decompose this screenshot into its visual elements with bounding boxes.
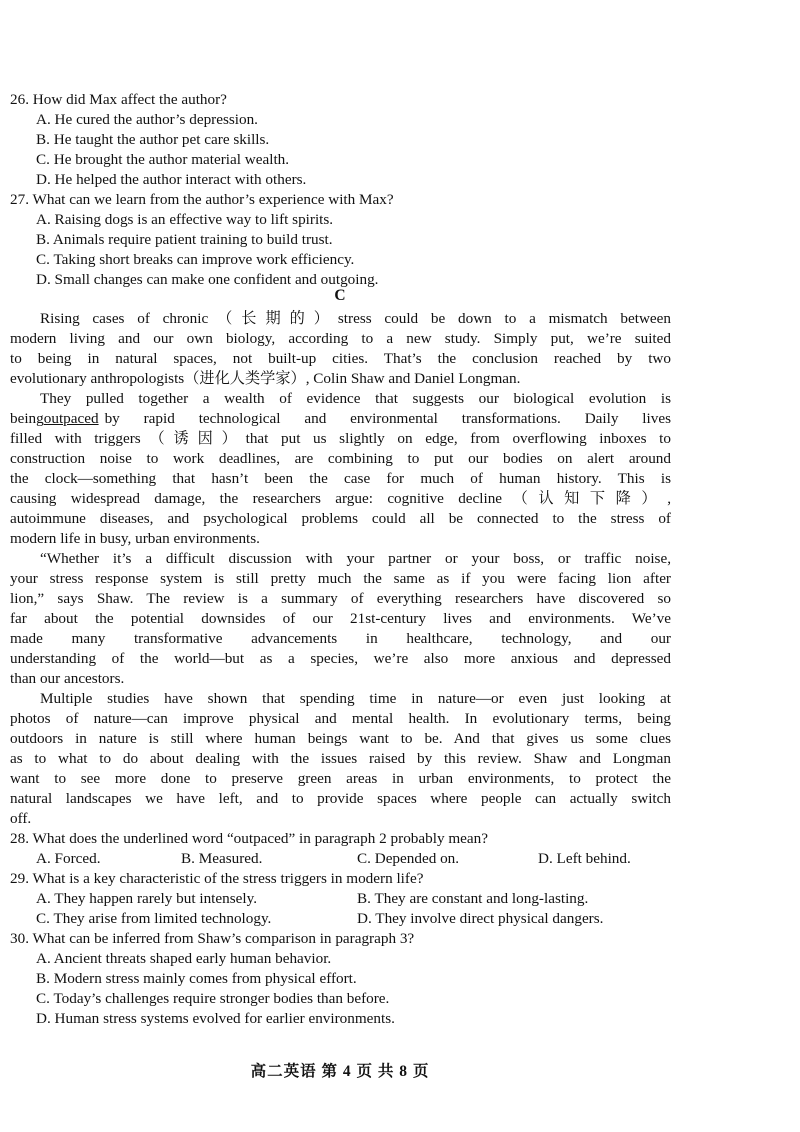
question-26-option-d[interactable]: D. He helped the author interact with others. [36, 171, 307, 188]
passage-p1-line-4: evolutionary anthropologists（进化人类学家）, Colin Shaw and Daniel Longman. [10, 370, 521, 387]
passage-p3-line-3: lion,” says Shaw. The review is a summary of everything researchers have discovered so [10, 590, 671, 607]
passage-p2-line-7: autoimmune diseases, and psychological problems could all be connected to the stress of [10, 510, 671, 527]
passage-p4-line-1: Multiple studies have shown that spending time in nature—or even just looking at [40, 690, 671, 707]
section-heading: C [334, 287, 346, 304]
passage-p4-line-7: off. [10, 810, 32, 827]
passage-p3-line-5: made many transformative advancements in healthcare, technology, and our [10, 630, 671, 647]
question-29-stem: 29. What is a key characteristic of the stress triggers in modern life? [10, 870, 424, 887]
question-30-stem: 30. What can be inferred from Shaw’s comparison in paragraph 3? [10, 930, 415, 947]
passage-p2-line-3: filled with triggers（诱因）that put us slightly on edge, from overflowing inboxes to [10, 430, 671, 447]
passage-p1-line-1: Rising cases of chronic（长期的）stress could be down to a mismatch between [40, 310, 671, 327]
passage-p2-line-6: causing widespread damage, the researchers argue: cognitive decline（认知下降）, [10, 490, 671, 507]
question-28-stem: 28. What does the underlined word “outpaced” in paragraph 2 probably mean? [10, 830, 488, 847]
question-30-option-a[interactable]: A. Ancient threats shaped early human behavior. [36, 950, 332, 967]
question-28-option-a[interactable]: A. Forced. [36, 850, 101, 867]
question-27-option-b[interactable]: B. Animals require patient training to build trust. [36, 231, 333, 248]
passage-p2-line-5: the clock—something that hasn’t been the case for much of human history. This is [10, 470, 671, 487]
question-27-option-c[interactable]: C. Taking short breaks can improve work efficiency. [36, 251, 355, 268]
passage-p3-line-7: than our ancestors. [10, 670, 125, 687]
page-footer: 高二英语 第 4 页 共 8 页 [250, 1063, 430, 1080]
passage-p3-line-2: your stress response system is still pretty much the same as if you were facing lion after [10, 570, 671, 587]
question-29-option-d[interactable]: D. They involve direct physical dangers. [357, 910, 604, 927]
passage-p2-line-1: They pulled together a wealth of evidence that suggests our biological evolution is [40, 390, 671, 407]
passage-p3-line-6: understanding of the world—but as a species, we’re also more anxious and depressed [10, 650, 671, 667]
passage-p3-line-4: far about the potential downsides of our 21st-century lives and environments. We’ve [10, 610, 671, 627]
underlined-word-outpaced: outpaced [43, 410, 99, 427]
passage-p1-line-3: to being in natural spaces, not built-up cities. That’s the conclusion reached by two [10, 350, 671, 367]
question-26-option-b[interactable]: B. He taught the author pet care skills. [36, 131, 270, 148]
question-28-option-c[interactable]: C. Depended on. [357, 850, 460, 867]
question-30-option-c[interactable]: C. Today’s challenges require stronger bodies than before. [36, 990, 390, 1007]
question-30-option-b[interactable]: B. Modern stress mainly comes from physical effort. [36, 970, 357, 987]
passage-p4-line-6: natural landscapes we have left, and to provide spaces where people can actually switch [10, 790, 671, 807]
passage-p4-line-5: want to see more done to preserve green areas in urban environments, to protect the [10, 770, 671, 787]
question-29-option-c[interactable]: C. They arise from limited technology. [36, 910, 272, 927]
passage-p1-line-2: modern living and our own biology, according to a new study. Simply put, we’re suited [10, 330, 671, 347]
question-26-stem: 26. How did Max affect the author? [10, 91, 227, 108]
passage-p4-line-3: outdoors in nature is still where human beings want to be. And that gives us some clues [10, 730, 671, 747]
passage-p2-line-2-rest: by rapid technological and environmental transformations. Daily lives [104, 410, 671, 427]
question-29-option-a[interactable]: A. They happen rarely but intensely. [36, 890, 257, 907]
passage-p4-line-2: photos of nature—can improve physical and mental health. In evolutionary terms, being [10, 710, 671, 727]
question-28-option-d[interactable]: D. Left behind. [538, 850, 631, 867]
question-26-option-c[interactable]: C. He brought the author material wealth. [36, 151, 290, 168]
question-27-option-a[interactable]: A. Raising dogs is an effective way to lift spirits. [36, 211, 334, 228]
question-27-option-d[interactable]: D. Small changes can make one confident and outgoing. [36, 271, 379, 288]
passage-p3-line-1: “Whether it’s a difficult discussion with your partner or your boss, or traffic noise, [40, 550, 671, 567]
passage-p2-line-4: construction noise to work deadlines, are combining to put our bodies on alert around [10, 450, 671, 467]
question-28-option-b[interactable]: B. Measured. [181, 850, 263, 867]
question-30-option-d[interactable]: D. Human stress systems evolved for earlier environments. [36, 1010, 395, 1027]
question-29-option-b[interactable]: B. They are constant and long-lasting. [357, 890, 589, 907]
question-26-option-a[interactable]: A. He cured the author’s depression. [36, 111, 258, 128]
passage-p4-line-4: as to what to do about dealing with the issues raised by this review. Shaw and Longman [10, 750, 671, 767]
passage-p2-line-8: modern life in busy, urban environments. [10, 530, 260, 547]
passage-p2-line-2-start: being [10, 410, 44, 427]
question-27-stem: 27. What can we learn from the author’s experience with Max? [10, 191, 394, 208]
passage-p2-line-2 [10, 409, 671, 429]
